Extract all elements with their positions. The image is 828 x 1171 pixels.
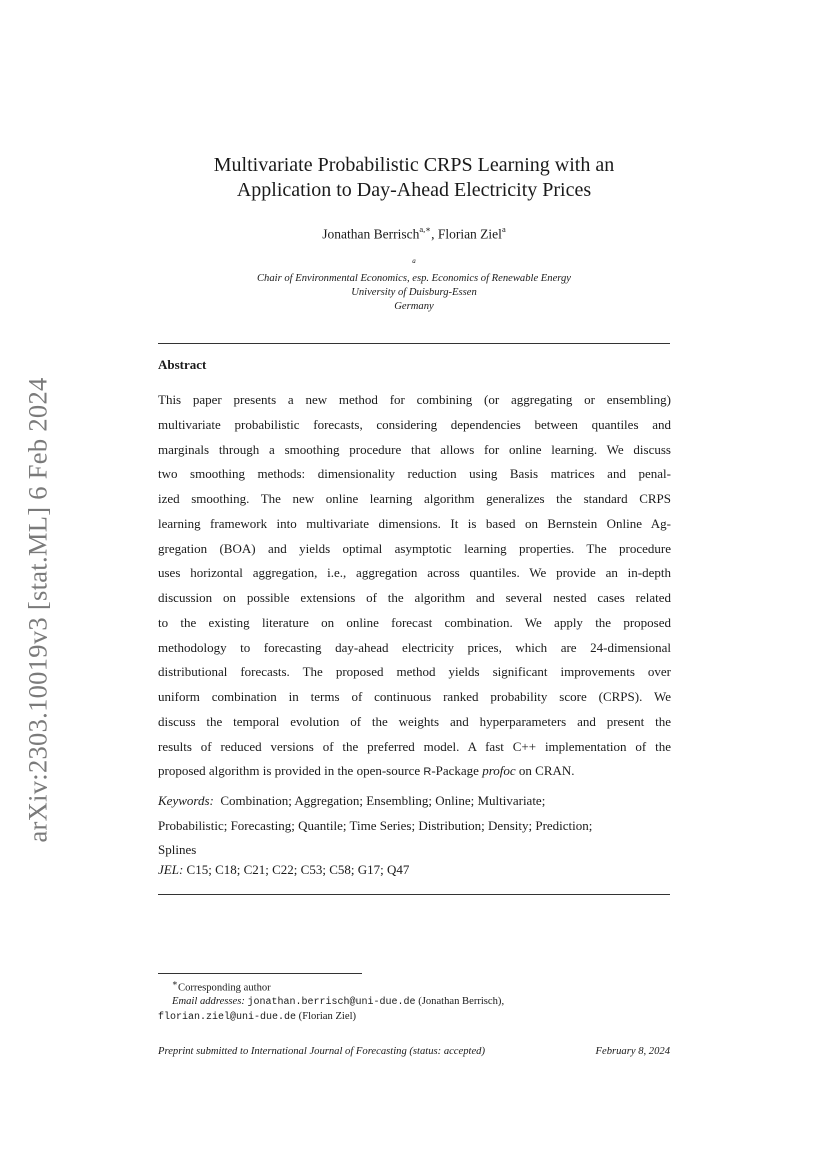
preprint-date: February 8, 2024 bbox=[595, 1046, 670, 1057]
abstract-line: uses horizontal aggregation, i.e., aggregation across quantiles. We provide an in-depth bbox=[158, 565, 671, 581]
keywords-line: Probabilistic; Forecasting; Quantile; Time Series; Distribution; Density; Prediction; bbox=[158, 817, 593, 833]
affiliation-block bbox=[150, 255, 678, 314]
email-label: Email addresses: bbox=[172, 996, 245, 1008]
abstract-line: gregation (BOA) and yields optimal asymptotic learning properties. The procedure bbox=[158, 540, 671, 556]
abstract-line: to the existing literature on online forecast combination. We apply the proposed bbox=[158, 614, 671, 630]
footnote bbox=[158, 977, 671, 1025]
keywords-line: Splines bbox=[158, 842, 197, 857]
abstract-line: marginals through a smoothing procedure that allows for online learning. We discuss bbox=[158, 441, 671, 457]
affiliation-line: Germany bbox=[394, 300, 434, 312]
keywords-line: Keywords: Combination; Aggregation; Ensembling; Online; Multivariate; bbox=[158, 793, 546, 808]
email-line-1: Email addresses: jonathan.berrisch@uni-due.de (Jonathan Berrisch), bbox=[172, 996, 505, 1009]
author-affiliation-mark: a,∗ bbox=[419, 224, 432, 234]
author-list bbox=[150, 225, 678, 243]
abstract-line: uniform combination in terms of continuous ranked probability score (CRPS). We bbox=[158, 689, 671, 704]
affiliation-line: University of Duisburg-Essen bbox=[351, 287, 477, 299]
abstract-line: distributional forecasts. The proposed method yields significant improvements over bbox=[158, 664, 671, 680]
author-name: Jonathan Berrisch bbox=[322, 226, 420, 242]
abstract-line: results of reduced versions of the preferred model. A fast C++ implementation of the bbox=[158, 738, 671, 754]
corresponding-author-note: ∗Corresponding author bbox=[172, 978, 271, 994]
author-name: Florian Ziel bbox=[437, 226, 502, 242]
abstract-line: This paper presents a new method for combining (or aggregating or ensembling) bbox=[158, 392, 671, 407]
jel-codes: JEL: C15; C18; C21; C22; C53; C58; G17; Q47 bbox=[158, 862, 410, 877]
abstract-bottom-rule bbox=[158, 894, 670, 895]
affiliation-line: $^a$ Chair of Environmental Economics, esp. Economics of Renewable Energy bbox=[256, 257, 572, 285]
email-link[interactable]: florian.ziel@uni-due.de bbox=[158, 1012, 297, 1024]
abstract-line: proposed algorithm is provided in the open-source R-Package profoc on CRAN. bbox=[158, 763, 575, 779]
abstract-line: ized smoothing. The new online learning algorithm generalizes the standard CRPS bbox=[158, 491, 671, 506]
r-logo-glyph: R bbox=[423, 766, 432, 779]
abstract-heading: Abstract bbox=[158, 357, 207, 372]
preprint-note: Preprint submitted to International Journal of Forecasting (status: accepted) bbox=[158, 1046, 485, 1057]
keywords-block bbox=[158, 789, 671, 863]
title-line-1: Multivariate Probabilistic CRPS Learning with an bbox=[213, 154, 615, 176]
arxiv-identifier: arXiv:2303.10019v3 [stat.ML] 6 Feb 2024 bbox=[22, 377, 53, 843]
email-link[interactable]: jonathan.berrisch@uni-due.de bbox=[247, 997, 416, 1009]
abstract-line: learning framework into multivariate dimensions. It is based on Bernstein Online Ag- bbox=[158, 515, 671, 531]
author-separator: , bbox=[431, 226, 438, 242]
abstract-line: discussion on possible extensions of the algorithm and several nested cases related bbox=[158, 590, 671, 605]
arxiv-sidebar bbox=[10, 362, 66, 858]
keywords-label: Keywords: bbox=[158, 793, 214, 808]
package-name: profoc bbox=[482, 763, 516, 779]
footnote-rule bbox=[158, 973, 362, 974]
abstract-text bbox=[158, 388, 671, 784]
abstract-line: methodology to forecasting day-ahead electricity prices, which are 24-dimensional bbox=[158, 639, 671, 655]
affiliation-mark: a bbox=[412, 257, 416, 265]
paper-title bbox=[150, 153, 678, 203]
abstract-line: two smoothing methods: dimensionality reduction using Basis matrices and penal- bbox=[158, 466, 671, 482]
abstract-top-rule bbox=[158, 343, 670, 344]
jel-label: JEL: bbox=[158, 862, 184, 877]
abstract-line: multivariate probabilistic forecasts, considering dependencies between quantiles and bbox=[158, 416, 671, 432]
email-line-2: florian.ziel@uni-due.de (Florian Ziel) bbox=[158, 1011, 357, 1024]
author-affiliation-mark: a bbox=[501, 224, 506, 234]
title-line-2: Application to Day-Ahead Electricity Prices bbox=[236, 179, 592, 201]
abstract-line: discuss the temporal evolution of the weights and hyperparameters and present the bbox=[158, 713, 671, 729]
